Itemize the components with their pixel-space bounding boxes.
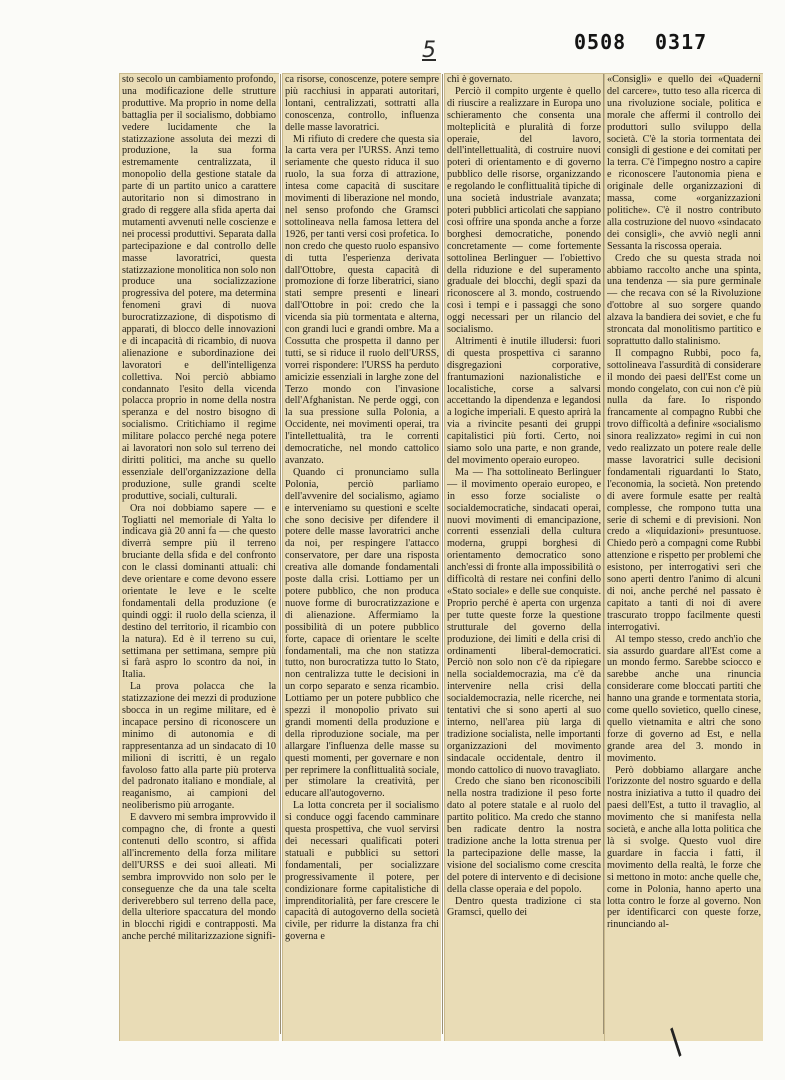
article-column-2: [285, 74, 439, 1038]
paragraph: E davvero mi sembra improvvido il compagno che, di fronte a questi contenuti dello scontro, si affida all'incremento della forza militare dell'URSS e dei suoi alleati. Mi sembra improvvido non solo per le conseguenze che da una tale scelta deriverebbero sul terreno della pace, della ulteriore spaccatura del mondo in blocchi rigidi e contrapposti. Ma anche perché militarizzazione signifi-: [122, 812, 276, 943]
paragraph: Credo che su questa strada noi abbiamo raccolto anche una spinta, una tendenza — sia pure germinale — che recava con sé la Rivoluzione d'ottobre al suo sorgere quando alzava la bandiera dei soviet, e che fu stroncata dal monolitismo partitico e soprattutto dallo stalinismo.: [607, 252, 761, 347]
paragraph: «Consigli» e quello dei «Quaderni del carcere», tutto teso alla ricerca di una rivoluzione sociale, politica e morale che affermi il controllo dei produttori sullo sviluppo della società. C'è la storia tormentata dei consigli di gestione e dei comitati per la terra. C'è l'impegno nostro a capire e riconoscere l'autonomia piena e originale delle organizzazioni di massa, come «organizzazioni politiche». C'è il nostro contributo alla costruzione del nuovo «sindacato dei consigli», che avviò negli anni Sessanta la riscossa operaia.: [607, 74, 761, 252]
column-rule: [280, 74, 281, 1034]
paragraph: Ora noi dobbiamo sapere — e Togliatti nel memoriale di Yalta lo indicava già 20 anni fa — che questo diverrà sempre più il terreno bruciante della sfida e del confronto con le classi dominanti attuali: chi deve orientare e come devono essere orientate le leve e le scelte fondamentali della produzione (e quindi oggi: il ruolo della scienza, il destino del territorio, il ricambio con la natura). Ed è il terreno su cui, settimana per settimana, sempre più si farà aspro lo scontro da noi, in Italia.: [122, 502, 276, 681]
paragraph: Dentro questa tradizione ci sta Gramsci, quello dei: [447, 895, 601, 919]
article-column-3: [447, 74, 601, 1038]
paragraph: Altrimenti è inutile illudersi: fuori di questa prospettiva ci saranno disgregazioni corporative, frantumazioni nazionalistiche e localistiche, corse a salvarsi accettando la dipendenza e legandosi a logiche imperiali. E questo aprirà la via a rivincite pesanti dei gruppi capitalistici più forti. Certo, noi siamo solo una parte, e non grande, del movimento operaio europeo.: [447, 335, 601, 466]
paragraph: Perciò il compito urgente è quello di riuscire a realizzare in Europa uno schieramento che consenta una molteplicità e pluralità di forze operaie, del lavoro, dell'intellettualità, di costruire nuovi poteri di orientamento e di governo pubblico delle risorse, organizzando e regolando le conflittualità tipiche di una società industriale avanzata; poteri pubblici articolati che sappiano così offrire una sponda anche a forze borghesi democratiche, ponendo concretamente — come fortemente sottolinea Berlinguer — l'obiettivo della riduzione e del superamento graduale dei blocchi, degli spazi da riconoscere al 3. mondo, costruendo così i tempi e i passaggi che sono oggi necessari per un rilancio del socialismo.: [447, 85, 601, 336]
article-column-4: [607, 74, 761, 1038]
paragraph: sto secolo un cambiamento profondo, una modificazione delle strutture produttive. Ma proprio in nome della battaglia per il socialismo, dobbiamo vedere lucidamente che la statizzazione assoluta dei mezzi di produzione, la sua forma estremamente centralizzata, il monopolio della gestione statale da parte di un partito unico a carattere autoritario non si dimostrano in grado di reggere alla sfida aperta dai mutamenti avvenuti nelle coscienze e nei processi produttivi. Separata dalla partecipazione e dal controllo delle masse lavoratrici, questa statizzazione monolitica non solo non produce una socializzazione progressiva del potere, ma determina fenomeni gravi di nuova burocratizzazione, di dispotismo di apparati, di blocco delle innovazioni e di incapacità di ricambio, di nuova alienazione e subordinazione dei lavoratori e dell'intelligenza collettiva. Noi perciò abbiamo condannato l'esito della vicenda polacca proprio in nome della nostra speranza e del nostro bisogno di socialismo. Critichiamo il regime militare polacco perché nega potere ai lavoratori non solo sul terreno dei diritti politici, ma anche su quello essenziale dell'organizzazione della produzione, sulle grandi scelte produttive, sociali, culturali.: [122, 74, 276, 502]
article-column-1: [122, 74, 276, 1038]
paragraph: La lotta concreta per il socialismo si conduce oggi facendo camminare questa prospettiva, che vuol servirsi dei necessari qualificati poteri statuali e pubblici su settori fondamentali, per socializzare progressivamente il potere, per condizionare forme capitalistiche di imprenditorialità, per fare crescere le capacità di autogoverno della società civile, per ridurre la distanza fra chi governa e: [285, 800, 439, 943]
paragraph: Quando ci pronunciamo sulla Polonia, perciò parliamo dell'avvenire del socialismo, agiamo e interveniamo su questioni e scelte che sono decisive per difendere il potere delle masse lavoratrici anche da noi, per respingere l'attacco conservatore, per dare una risposta creativa alle domande fondamentali poste dalla crisi. Lottiamo per un potere pubblico, che non produca nuove forme di burocratizzazione e di alienazione. Affermiamo la possibilità di un potere pubblico forte, capace di orientare le scelte fondamentali, ma che non statizza tutto, non burocratizza tutto lo Stato, non centralizza tutte le decisioni in un corpo separato e senza ricambio. Lottiamo per un potere pubblico che spezzi il monopolio privato sui grandi momenti della produzione e della riproduzione sociale, ma per allargare l'influenza delle masse su questi momenti, per governare e non per reprimere la conflittualità sociale, per stimolare la creatività, per educare all'autogoverno.: [285, 466, 439, 800]
paragraph: Al tempo stesso, credo anch'io che sia assurdo guardare all'Est come a un mondo fermo. Sarebbe sciocco e sarebbe anche una rinuncia considerare come bloccati partiti che hanno una grande e tormentata storia, come quello sovietico, quello cinese, quello vietnamita e altri che sono forze di governo ad Est, e nella grande area del 3. mondo in movimento.: [607, 633, 761, 764]
column-rule: [603, 74, 604, 1034]
paragraph: chi è governato.: [447, 74, 513, 85]
column-rule: [442, 74, 443, 1034]
handwritten-mark: /: [659, 1022, 692, 1062]
paragraph: Credo che siano ben riconoscibili nella nostra tradizione il peso forte dato al potere statale e al ruolo del partito politico. Ma credo che stanno ben radicate dentro la nostra tradizione anche la lotta strenua per la partecipazione delle masse, la visione del socialismo come crescita del potere di intervento e di decisione della classe operaia e del popolo.: [447, 776, 601, 895]
archive-stamp-left: 0508: [574, 30, 627, 54]
handwritten-page-number: 5: [422, 38, 436, 63]
paragraph: Il compagno Rubbi, poco fa, sottolineava l'assurdità di considerare il mondo dei paesi dell'Est come un mondo congelato, con cui non c'è più nulla da fare. Io rispondo francamente al compagno Rubbi che trovo difficoltà a definire «socialismo sinora realizzato» regimi in cui non vedo realizzato un potere reale delle masse lavoratrici sulle decisioni fondamentali riguardanti lo Stato, l'economia, la società. Non pretendo di avere formule esatte per realtà complesse, che rompono tutta una serie di schemi e di previsioni. Non credo a «liquidazioni» presuntuose. Chiedo però a compagni come Rubbi attenzione e rispetto per problemi che esistono, per interrogativi seri che sono aperti dentro l'animo di alcuni di noi, anche perché nel passato è capitato a tanti di noi di avere trascurato troppo facilmente questi interrogativi.: [607, 347, 761, 633]
paragraph: Ma — l'ha sottolineato Berlinguer — il movimento operaio europeo, e in esso forze socialiste o socialdemocratiche, sindacati operai, nuovi movimenti di emancipazione, correnti essenziali della cultura moderna, gruppi borghesi di orientamento democratico sono anch'essi di fronte alla impossibilità o difficoltà di restare nei confini dello «Stato sociale» e delle sue conquiste. Proprio perché è aperta con urgenza per tutte queste forze la questione strutturale del governo della produzione, dei limiti e della crisi di ordinamenti liberal-democratici. Perciò non solo non c'è da ripiegare nella socialdemocrazia, ma c'è da intervenire nella crisi della socialdemocrazia, nelle ricerche, nei tentativi che si sono aperti al suo interno, nell'area più larga di tradizione socialista, nelle importanti organizzazioni del movimento sindacale occidentale, dentro il mondo cattolico di nuovo travagliato.: [447, 466, 601, 776]
paragraph: La prova polacca che la statizzazione dei mezzi di produzione sbocca in un regime militare, ed è incapace persino di riconoscere un minimo di autonomia e di rappresentanza ad un sindacato di 10 milioni di iscritti, è un regalo favoloso fatto alla parte più proterva del padronato italiano e mondiale, al reaganismo, ai campioni del neoliberismo più arrogante.: [122, 681, 276, 812]
paragraph: ca risorse, conoscenze, potere sempre più racchiusi in apparati autoritari, lontani, centralizzati, sottratti alla conoscenza, controllo, influenza delle masse lavoratrici.: [285, 74, 439, 133]
paragraph: Però dobbiamo allargare anche l'orizzonte del nostro sguardo e della nostra iniziativa a tutto il quadro dei paesi dell'Est, a tutto il travaglio, al movimento che si manifesta nella società, e anche alla lotta politica che là si svolge. Questo vuol dire guardare in faccia i fatti, il movimento della realtà, le forze che si mettono in moto: anche quelle che, come in Polonia, hanno aperto una lotta contro le forze al governo. Non per identificarci con queste forze, rinunciando al-: [607, 764, 761, 931]
paragraph: Mi rifiuto di credere che questa sia la carta vera per l'URSS. Anzi temo seriamente che questo riduca il suo ruolo, la sua forza di attrazione, intesa come capacità di suscitare movimenti di liberazione nel mondo, nel senso profondo che Gramsci sottolineava nella famosa lettera del 1926, per tanti versi così profetica. Io non credo che questo ruolo espansivo di tutta l'esperienza derivata dall'Ottobre, questa capacità di promozione di forze liberatrici, siano stati sempre presenti e lineari dall'Ottobre in poi: credo che la vicenda sia più tormentata e alterna, con grandi luci e grandi ombre. Ma a Cossutta che prospetta il danno per tutti, se si riduce il ruolo dell'URSS, vorrei rispondere: l'URSS ha perduto amicizie essenziali in larghe zone del Terzo mondo con l'invasione dell'Afghanistan. Ne perde oggi, con la sua pressione sulla Polonia, a Occidente, nei movimenti operai, tra l'intellettualità, tra le correnti democratiche, nel mondo cattolico avanzato.: [285, 133, 439, 466]
archive-stamp-right: 0317: [655, 30, 708, 54]
